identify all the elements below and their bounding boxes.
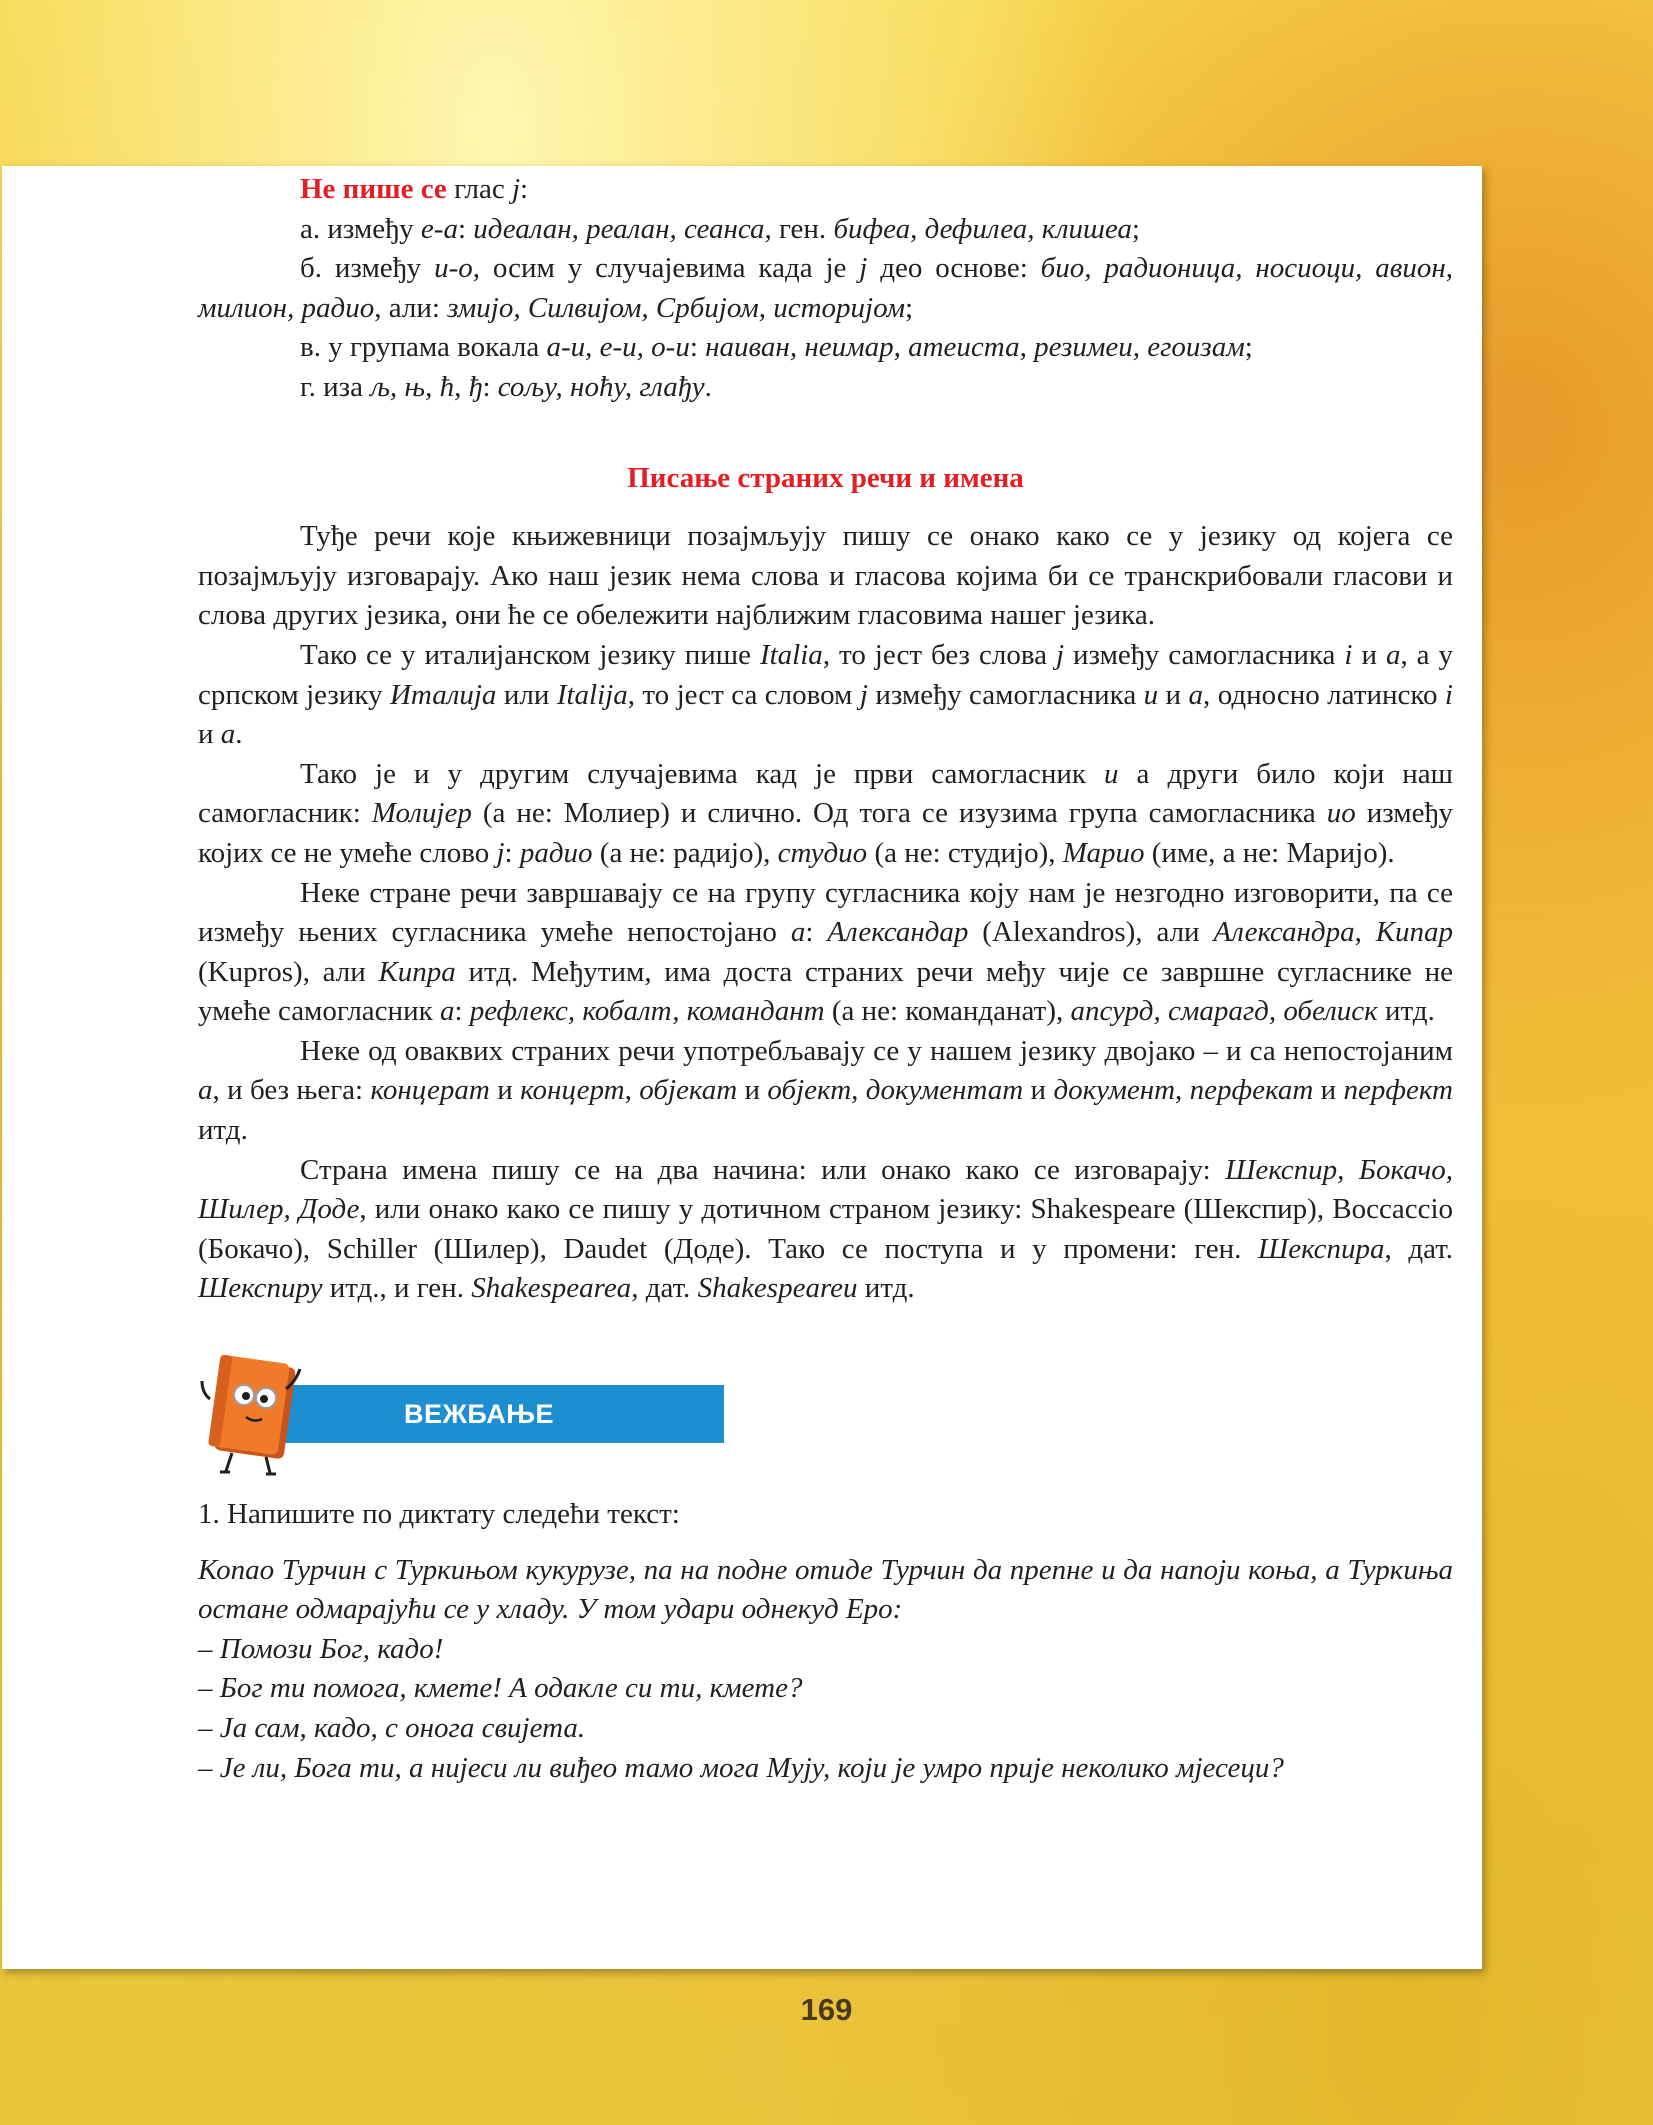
italic-term: објект <box>767 1074 852 1107</box>
text-run: и <box>198 718 221 751</box>
italic-term: а <box>1188 678 1204 711</box>
text-run: , односно латинско <box>1203 678 1445 711</box>
italic-term: Шекспир, Бокачо, Шилер, Доде <box>198 1153 1453 1226</box>
italic-term: a <box>220 718 236 751</box>
text-run: и <box>737 1074 768 1107</box>
text-run: : <box>504 836 520 869</box>
rule-g: г. иза љ, њ, ћ, ђ: сољу, ноћу, глађу. <box>300 370 712 403</box>
italic-term: Кипар <box>1375 916 1453 949</box>
italic-term: Молијер <box>371 797 472 830</box>
text-run: , <box>851 1074 866 1107</box>
italic-term: објекат <box>639 1074 738 1107</box>
italic-term: радио <box>519 836 593 869</box>
italic-term: документ <box>1053 1074 1176 1107</box>
text-run: и <box>1313 1074 1344 1107</box>
page-number: 169 <box>800 1992 853 2027</box>
italic-term: Александар <box>827 916 969 949</box>
text-run: (Kupros), али <box>198 955 379 988</box>
paragraph-2 <box>198 636 1453 755</box>
text-run: итд. <box>198 1114 248 1147</box>
italic-term: ио <box>1326 797 1356 830</box>
italic-term: a <box>1385 638 1401 671</box>
italic-term: Шекспира <box>1258 1232 1385 1265</box>
section-heading: Писање страних речи и имена <box>627 461 1024 494</box>
text-run: и <box>1023 1074 1054 1107</box>
text-run: итд. Међутим, има доста страних речи међу чије се завршне сугласнике не умеће самогласник <box>198 955 1453 1028</box>
italic-term: и <box>1104 757 1119 790</box>
text-run: Тако је и у другим случајевима кад је први самогласник <box>300 757 1105 790</box>
page-content <box>198 170 1453 1788</box>
text-run: између самогласника <box>1064 638 1345 671</box>
italic-term: концерат <box>370 1074 490 1107</box>
italic-term: i <box>1344 638 1353 671</box>
exercise-banner-bar <box>278 1385 724 1443</box>
rule-b: б. између и-о, осим у случајевима када је ј део основе: био, радионица, носиоци, авион, милион, радио, али: змијо, Силвијом, Србијом, историјом; <box>198 252 1453 324</box>
text-run: између самогласника <box>867 678 1144 711</box>
text-run: Страна имена пишу се на два начина: или онако како се изговарају: <box>300 1153 1226 1186</box>
text-run: Неке од оваквих страних речи употребљавају се у нашем језику двојако – и са непостојаним <box>300 1034 1453 1067</box>
text-run: (а не: студијо), <box>867 836 1063 869</box>
text-run: Неке стране речи завршавају се на групу сугласника коју нам је незгодно изговорити, па се између њених сугласника умеће непостојано <box>198 876 1453 949</box>
text-run: (а не: Молиер) и слично. Од тога се изузима група самогласника <box>471 797 1327 830</box>
text-run: и <box>1158 678 1189 711</box>
italic-term: Александра <box>1213 916 1355 949</box>
text-run: , а у српском језику <box>198 638 1453 711</box>
text-run: (а не: команданат), <box>824 995 1071 1028</box>
text-run: , <box>1354 916 1376 949</box>
italic-term: а <box>790 916 806 949</box>
text-run: и <box>1352 638 1386 671</box>
book-mascot-icon <box>200 1349 320 1477</box>
italic-term: перфект <box>1343 1074 1453 1107</box>
italic-term: перфекат <box>1189 1074 1314 1107</box>
italic-term: ј <box>496 836 505 869</box>
text-run: итд., и ген. <box>322 1272 472 1305</box>
text-run: итд. <box>1377 995 1435 1028</box>
italic-term: апсурд, смарагд, обелиск <box>1070 995 1378 1028</box>
text-run: , то јест без слова <box>822 638 1056 671</box>
paragraph-5 <box>198 1032 1453 1151</box>
italic-term: а <box>439 995 455 1028</box>
text-run: , <box>1175 1074 1190 1107</box>
dictation-text <box>198 1551 1453 1789</box>
text-run: , и без њега: <box>212 1074 371 1107</box>
italic-term: а <box>198 1074 213 1107</box>
paragraph-4 <box>198 874 1453 1032</box>
text-run: , дат. <box>631 1272 698 1305</box>
rule-intro: Не пише се глас ј: <box>300 173 529 205</box>
text-run: : <box>454 995 470 1028</box>
rule-intro-highlight: Не пише се <box>300 173 447 205</box>
italic-term: Italija <box>556 678 628 711</box>
text-run: и <box>489 1074 521 1107</box>
dictation-line: – Је ли, Бога ти, а нијеси ли виђео тамо мога Мују, који је умро прије неколико мјесеци? <box>198 1751 1284 1784</box>
italic-term: i <box>1444 678 1453 711</box>
dictation-line: – Помози Бог, кадо! <box>198 1632 444 1665</box>
italic-term: документат <box>865 1074 1024 1107</box>
rule-v: в. у групама вокала а-и, е-и, о-и: наиван, неимар, атеиста, резимеи, егоизам; <box>300 331 1253 364</box>
exercise-banner-label: ВЕЖБАЊЕ <box>404 1399 554 1430</box>
text-run: (а не: радијо), <box>592 836 778 869</box>
italic-term: Italia <box>759 638 823 671</box>
text-run: (име, а не: Маријо). <box>1144 836 1395 869</box>
dictation-line: Копао Турчин с Туркињом кукурузе, па на подне отиде Турчин да препне и да напоји коња, а Туркиња остане одмарајући се у хладу. У том удари однекуд Еро: <box>198 1553 1453 1626</box>
exercise-task: 1. Напишите по диктату следећи текст: <box>198 1498 680 1531</box>
text-run: између којих се не умеће слово <box>198 797 1453 869</box>
italic-term: ј <box>1055 638 1065 671</box>
text-run: Тако се у италијанском језику пише <box>300 638 760 671</box>
text-run: , <box>624 1074 640 1107</box>
italic-term: Shakespearea <box>471 1272 632 1305</box>
text-run: итд. <box>857 1272 915 1305</box>
italic-term: рефлекс, кобалт, командант <box>469 995 825 1028</box>
italic-term: и <box>1143 678 1159 711</box>
italic-term: Кипра <box>378 955 456 988</box>
paragraph-6 <box>198 1151 1453 1309</box>
paragraph-3 <box>198 755 1453 874</box>
exercise-banner <box>198 1349 1453 1477</box>
text-run: , то јест са словом <box>627 678 860 711</box>
text-run: или <box>496 678 557 711</box>
paragraph-1: Туђе речи које књижевници позајмљују пишу се онако како се у језику од којега се позајмљују изговарају. Ако наш језик нема слова и гласова којима би се транскрибовали гласови и слова других језика, они ће се обележити најближим гласовима нашег језика. <box>198 520 1453 632</box>
rule-a: а. између е-а: идеалан, реалан, сеанса, ген. бифеа, дефилеа, клишеа; <box>300 212 1140 245</box>
text-run: а други било који наш самогласник: <box>198 757 1453 830</box>
italic-term: Shakespeareu <box>697 1272 858 1305</box>
italic-term: Марио <box>1062 836 1145 869</box>
text-run: , или онако како се пишу у дотичном страном језику: Shakespeare (Шекспир), Boccaccio (Бокачо), Schiller (Шилер), Daudet (Доде). Тако се поступа и у промени: ген. <box>198 1193 1454 1265</box>
italic-term: концерт <box>520 1074 625 1107</box>
text-run: , дат. <box>1384 1232 1453 1265</box>
italic-term: Шекспиру <box>198 1272 323 1305</box>
italic-term: студио <box>777 836 868 869</box>
italic-term: ј <box>859 678 868 711</box>
text-run: . <box>235 718 243 751</box>
dictation-line: – Ја сам, кадо, с онога свијета. <box>198 1712 586 1744</box>
text-run: (Alexandros), али <box>968 916 1214 949</box>
italic-term: Италија <box>389 678 497 711</box>
text-run: : <box>805 916 828 949</box>
dictation-line: – Бог ти помога, кмете! А одакле си ти, кмете? <box>198 1672 803 1705</box>
